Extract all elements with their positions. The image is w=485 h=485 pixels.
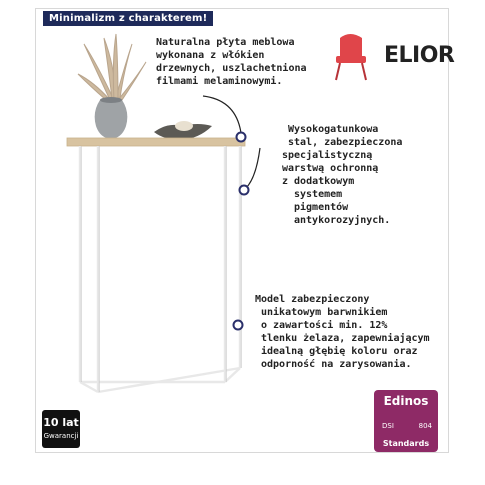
tagline-badge: Minimalizm z charakterem! [43,11,213,26]
callout-middle: Wysokogatunkowa stal, zabezpieczona specjalistyczną warstwą ochronną z dodatkowym systemem pigmentów antykorozyjnych. [282,124,403,226]
warranty-years: 10 lat [43,416,79,429]
certification-name: Edinos [383,394,429,408]
certification-label: Standards [382,439,430,448]
certification-number: 804 [418,422,432,430]
callout-bottom: Model zabezpieczony unikatowym barwnikiem o zawartości min. 12% tlenku żelaza, zapewniającym idealną głębię koloru oraz odporność na zarysowania. [255,294,430,370]
table-top [67,138,245,146]
pampas-decoration [78,34,146,100]
certification-badge [374,390,438,452]
certification-dsi: DSI [382,422,394,430]
callout-top: Naturalna płyta meblowa wykonana z włókien drzewnych, uszlachetniona filmami melaminowymi. [156,37,307,87]
steel-frame [80,146,240,392]
vase [95,100,128,139]
brand-logo: ELIOR [384,43,455,68]
warranty-label: Gwarancji [43,432,79,440]
chair-icon [336,34,366,80]
warranty-badge [42,410,80,448]
